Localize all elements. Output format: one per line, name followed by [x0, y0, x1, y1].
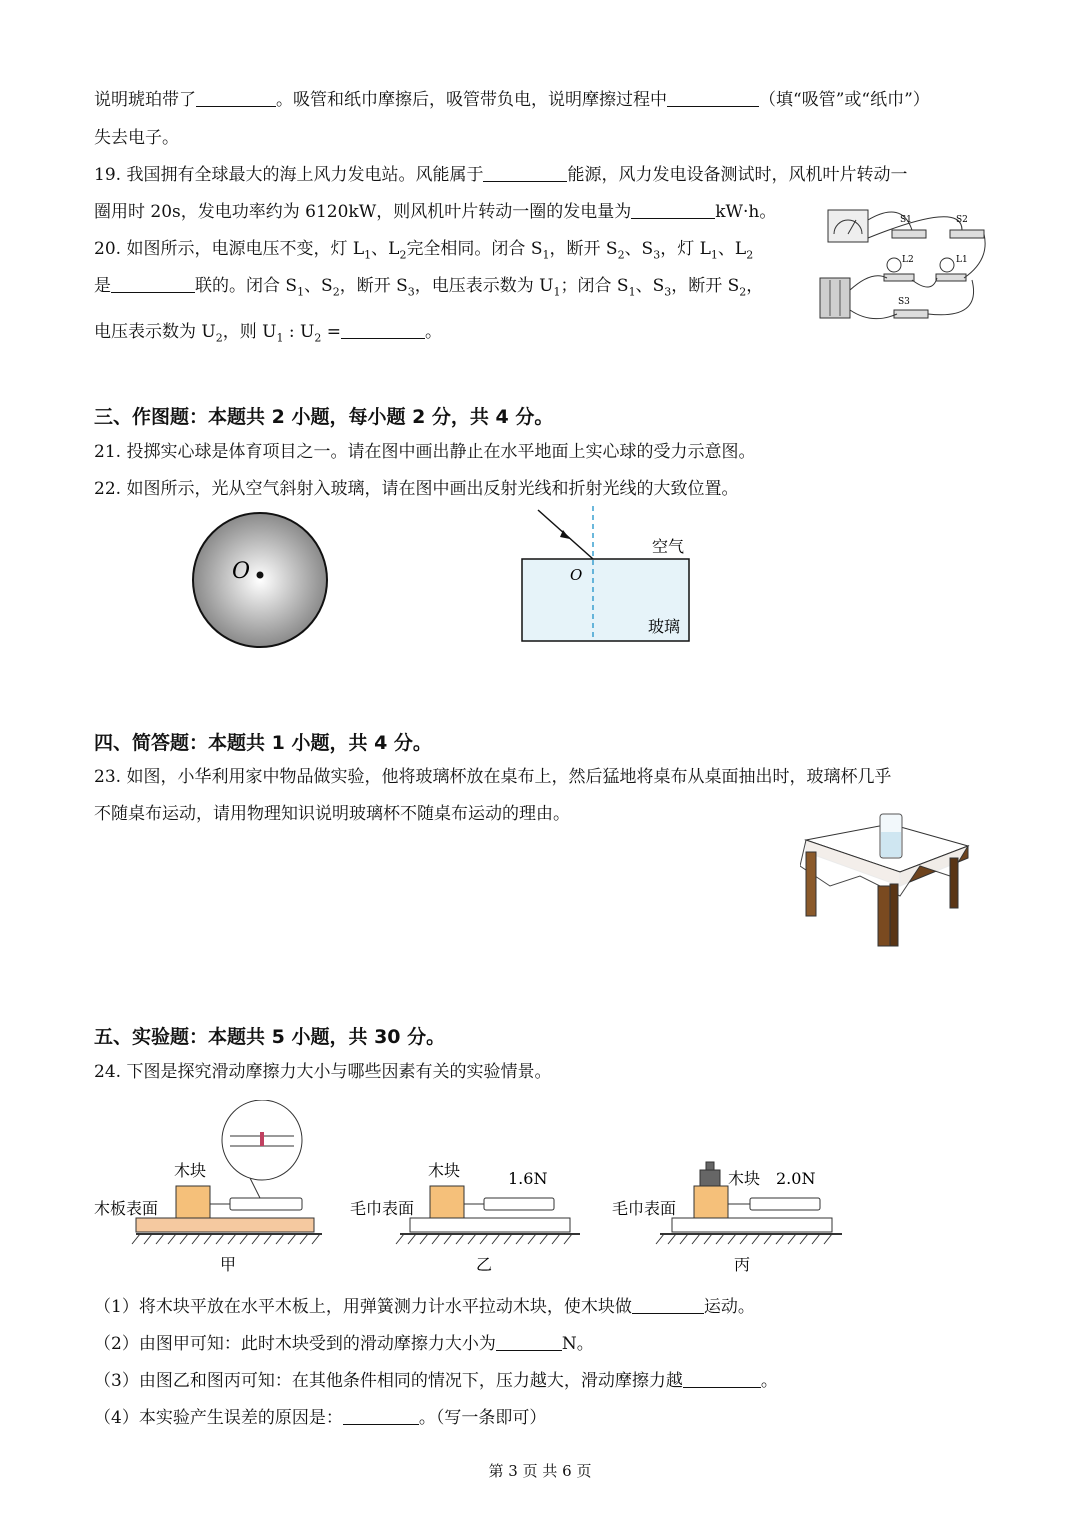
page-footer: 第 3 页 共 6 页 [488, 1462, 592, 1480]
q18-line2: 失去电子。 [94, 128, 179, 148]
q22-text: 22. 如图所示，光从空气斜射入玻璃，请在图中画出反射光线和折射光线的大致位置。 [94, 479, 739, 499]
q19-line2: 圈用时 20s，发电功率约为 6120kW，则风机叶片转动一圈的发电量为 kW·h。 [94, 202, 777, 222]
svg-text:L2: L2 [902, 255, 914, 265]
q18-line1: 说明琥珀带了 。吸管和纸巾摩擦后，吸管带负电，说明摩擦过程中 （填“吸管”或“纸巾”） [94, 90, 930, 110]
setup-jia [94, 1100, 322, 1274]
glass-refraction-figure [520, 506, 696, 646]
svg-text:L1: L1 [956, 255, 968, 265]
answer-blank[interactable] [196, 88, 276, 107]
setup-yi [350, 1161, 580, 1274]
svg-text:毛巾表面: 毛巾表面 [612, 1199, 677, 1218]
setup-bing [612, 1162, 842, 1274]
svg-text:乙: 乙 [476, 1255, 493, 1274]
ball-figure [188, 508, 332, 652]
svg-text:毛巾表面: 毛巾表面 [350, 1199, 415, 1218]
answer-blank[interactable] [483, 163, 567, 182]
table-cloth-figure [800, 806, 972, 948]
ball-center-point [257, 572, 264, 579]
answer-blank[interactable] [343, 1406, 419, 1425]
svg-text:甲: 甲 [220, 1255, 237, 1274]
svg-text:S3: S3 [898, 297, 910, 307]
lamp-l2 [887, 258, 901, 272]
answer-blank[interactable] [631, 200, 715, 219]
svg-text:O: O [570, 566, 583, 584]
q23-line1: 23. 如图，小华利用家中物品做实验，他将玻璃杯放在桌布上，然后猛地将桌布从桌面抽出时，玻璃杯几乎 [94, 767, 892, 787]
switch-s2 [950, 230, 984, 238]
section4-title: 四、简答题：本题共 1 小题，共 4 分。 [94, 732, 432, 754]
svg-text:木块: 木块 [728, 1169, 761, 1188]
q24-part1: （1）将木块平放在水平木板上，用弹簧测力计水平拉动木块，使木块做 运动。 [94, 1297, 755, 1317]
answer-blank[interactable] [667, 88, 759, 107]
svg-text:2.0N: 2.0N [776, 1169, 816, 1188]
svg-text:木块: 木块 [428, 1161, 461, 1180]
battery [820, 278, 850, 318]
q24-part2: （2）由图甲可知：此时木块受到的滑动摩擦力大小为 N。 [94, 1334, 594, 1354]
q24-text: 24. 下图是探究滑动摩擦力大小与哪些因素有关的实验情景。 [94, 1062, 552, 1082]
circuit-diagram [812, 200, 992, 330]
q23-line2: 不随桌布运动，请用物理知识说明玻璃杯不随桌布运动的理由。 [94, 804, 570, 824]
answer-blank[interactable] [341, 320, 425, 339]
q20-line2: 是 联的。闭合 $S_1$、$S_2$，断开 $S_3$，电压表示数为 $U_1$；闭合 $S_1$、$S_3$，断开 $S_2$， [94, 276, 764, 299]
answer-blank[interactable] [496, 1332, 562, 1351]
answer-blank[interactable] [632, 1295, 704, 1314]
lamp-l1 [940, 258, 954, 272]
q20-line3: 电压表示数为 $U_2$，则 $U_1$ : $U_2$ = 。 [94, 322, 442, 345]
svg-text:木块: 木块 [174, 1161, 207, 1180]
q20-line1: 20. 如图所示，电源电压不变，灯 $L_1$、$L_2$完全相同。闭合 $S_1$，断开 $S_2$、$S_3$，灯 $L_1$、$L_2$ [94, 239, 754, 262]
spring-scale [230, 1198, 302, 1210]
answer-blank[interactable] [111, 274, 195, 293]
switch-s1 [892, 230, 926, 238]
svg-text:O: O [232, 559, 251, 584]
svg-text:木板表面: 木板表面 [94, 1199, 159, 1218]
svg-text:S1: S1 [900, 215, 912, 225]
svg-text:1.6N: 1.6N [508, 1169, 548, 1188]
switch-s3 [894, 310, 928, 318]
svg-text:S2: S2 [956, 215, 968, 225]
section5-title: 五、实验题：本题共 5 小题，共 30 分。 [94, 1026, 446, 1048]
friction-experiment-figure [90, 1100, 850, 1280]
q19-line1: 19. 我国拥有全球最大的海上风力发电站。风能属于 能源，风力发电设备测试时，风机叶片转动一 [94, 165, 908, 185]
svg-text:玻璃: 玻璃 [648, 617, 681, 636]
q24-part3: （3）由图乙和图丙可知：在其他条件相同的情况下，压力越大，滑动摩擦力越 。 [94, 1371, 778, 1391]
svg-text:空气: 空气 [652, 537, 685, 556]
voltmeter [828, 210, 868, 242]
answer-blank[interactable] [683, 1369, 761, 1388]
svg-text:丙: 丙 [734, 1255, 751, 1274]
q24-part4: （4）本实验产生误差的原因是： 。（写一条即可） [94, 1408, 547, 1428]
q21-text: 21. 投掷实心球是体育项目之一。请在图中画出静止在水平地面上实心球的受力示意图。 [94, 442, 756, 462]
section3-title: 三、作图题：本题共 2 小题，每小题 2 分，共 4 分。 [94, 406, 554, 428]
weight [700, 1170, 720, 1186]
